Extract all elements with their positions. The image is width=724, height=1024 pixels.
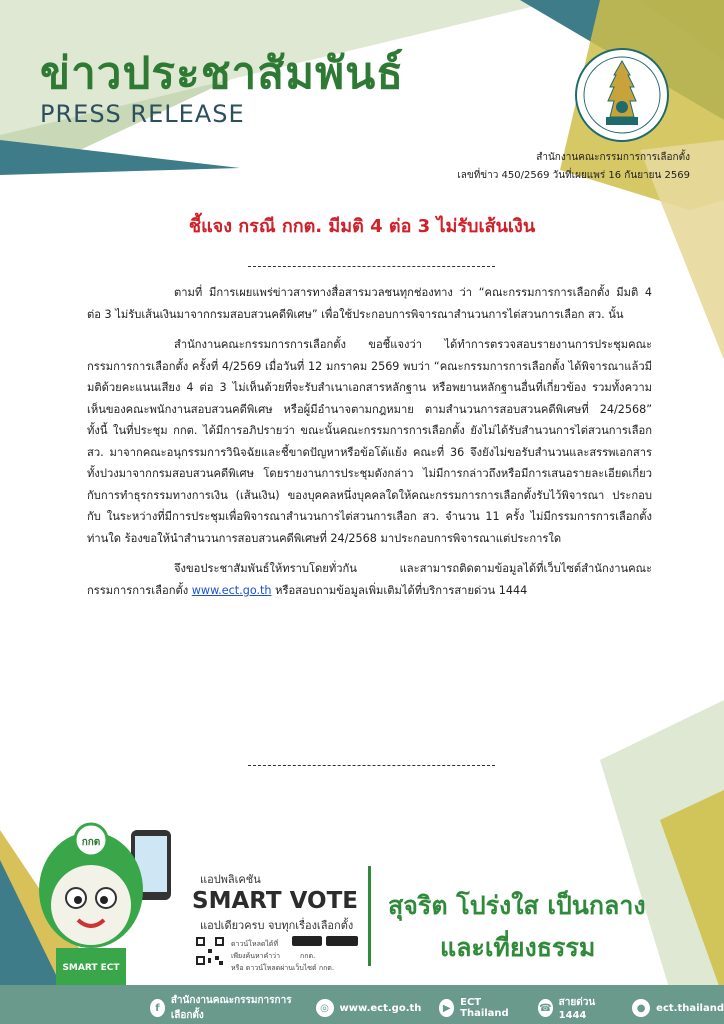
slogan-line-2: และเที่ยงธรรม xyxy=(440,933,596,962)
search-term: กกต. xyxy=(300,952,316,960)
smart-ect-mascot xyxy=(26,820,176,985)
line-icon: ● xyxy=(632,999,650,1017)
paragraph-3-text-end: หรือสอบถามข้อมูลเพิ่มเติมได้ที่บริการสายด่วน 1444 xyxy=(271,583,528,597)
globe-icon: ◎ xyxy=(316,999,334,1017)
mascot-label: SMART ECT xyxy=(62,963,120,973)
footer-contacts xyxy=(150,993,724,1023)
ect-website-link[interactable]: www.ect.go.th xyxy=(191,583,272,597)
qr-code-icon xyxy=(195,936,225,966)
press-title-english: PRESS RELEASE xyxy=(40,100,245,128)
paragraph-1: ตามที่ มีการเผยแพร่ข่าวสารทางสื่อสารมวลชนทุกช่องทาง ว่า “คณะกรรมการการเลือกตั้ง มีมติ 4 ต่อ 3 ไม่รับเส้นเงินมาจากกรมสอบสวนคดีพิเศษ” เพื่อใช้ประกอบการพิจารณาสำนวนการไต่สวนการเลือก สว. นั้น xyxy=(87,286,652,321)
hotline-label: สายด่วน 1444 xyxy=(558,997,596,1021)
footer-line[interactable] xyxy=(632,999,724,1017)
headline: ชี้แจง กรณี กกต. มีมติ 4 ต่อ 3 ไม่รับเส้นเงิน xyxy=(188,216,536,237)
ect-emblem-icon xyxy=(572,45,672,145)
footer-youtube[interactable] xyxy=(439,997,520,1019)
youtube-label: ECT Thailand xyxy=(460,997,509,1019)
phone-icon: ☎ xyxy=(538,999,553,1017)
website-label: www.ect.go.th xyxy=(339,1002,422,1014)
search-hint: เพียงค้นหาคำว่า xyxy=(231,952,281,960)
mascot-badge: กกต xyxy=(81,837,101,848)
google-play-badge[interactable] xyxy=(326,936,358,946)
app-name: SMART VOTE xyxy=(192,888,358,914)
footer-hotline[interactable] xyxy=(538,995,614,1021)
download-hint: ดาวน์โหลดได้ที่ xyxy=(231,940,279,948)
app-tagline: แอปเดียวครบ จบทุกเรื่องเลือกตั้ง xyxy=(200,919,354,932)
divider-bottom xyxy=(248,765,495,766)
slogan-divider xyxy=(368,866,371,966)
organization-name: สำนักงานคณะกรรมการการเลือกตั้ง xyxy=(536,152,690,163)
slogan-line-1: สุจริต โปร่งใส เป็นกลาง xyxy=(388,891,646,920)
web-download-hint: หรือ ดาวน์โหลดผ่านเว็บไซต์ กกต. xyxy=(231,964,335,972)
line-label: ect.thailand xyxy=(656,1002,724,1014)
facebook-label: สำนักงานคณะกรรมการการเลือกตั้ง xyxy=(170,995,292,1021)
paragraph-3 xyxy=(87,558,652,601)
app-store-badge[interactable] xyxy=(292,936,322,946)
facebook-icon: f xyxy=(150,999,165,1017)
press-title-thai: ข่าวประชาสัมพันธ์ xyxy=(40,48,405,99)
release-reference: เลขที่ข่าว 450/2569 วันที่เผยแพร่ 16 กันยายน 2569 xyxy=(457,170,690,181)
paragraph-2: สำนักงานคณะกรรมการการเลือกตั้ง ขอชี้แจงว่า ได้ทำการตรวจสอบรายงานการประชุมคณะกรรมการการเลือกตั้ง ครั้งที่ 4/2569 เมื่อวันที่ 12 มกราคม 2569 พบว่า “คณะกรรมการการเลือกตั้ง ได้พิจารณาแล้วมีมติด้วยคะแนนเสียง 4 ต่อ 3 ไม่เห็นด้วยที่จะรับสำเนาเอกสารหลักฐาน หรือพยานหลักฐานอื่นที่เกี่ยวข้อง รวมทั้งความเห็นของคณะพนักงานสอบสวนคดีพิเศษ หรือผู้มีอำนาจตามกฎหมาย ตามสำนวนการสอบสวนคดีพิเศษที่ 24/2568” ทั้งนี้ ในที่ประชุม กกต. ได้มีการอภิปรายว่า ขณะนั้นคณะกรรมการการเลือกตั้ง ยังไม่ได้รับสำนวนการไต่สวนการเลือก สว. มาจากคณะอนุกรรมการวินิจฉัยและชี้ขาดปัญหาหรือข้อโต้แย้ง คณะที่ 36 จึงยังไม่ขอรับสำนวนและสรรพเอกสารทั้งปวงมาจากกรมสอบสวนคดีพิเศษ โดยรายงานการประชุมดังกล่าว ไม่มีการกล่าวถึงหรือมีการเสนอรายละเอียดเกี่ยวกับการทำธุรกรรมทางการเงิน (เส้นเงิน) ของบุคคลหนึ่งบุคคลใดให้คณะกรรมการการเลือกตั้งรับไว้พิจารณา ประกอบกับ ในระหว่างที่มีการประชุมเพื่อพิจารณาสำนวนการไต่สวนการเลือก สว. จำนวน 11 ครั้ง ไม่มีกรรมการการเลือกตั้งท่านใด ร้องขอให้นำสำนวนการสอบสวนคดีพิเศษที่ 24/2568 มาประกอบการพิจารณาแต่ประการใด xyxy=(87,338,652,545)
app-label: แอปพลิเคชัน xyxy=(200,873,261,886)
footer-facebook[interactable] xyxy=(150,993,298,1023)
divider-top xyxy=(248,266,495,267)
article-body xyxy=(87,282,652,610)
footer-website[interactable] xyxy=(316,999,422,1017)
paragraph-3-text: จึงขอประชาสัมพันธ์ให้ทราบโดยทั่วกัน และสามารถติดตามข้อมูลได้ที่เว็บไซต์สำนักงานคณะกรรมการการเลือกตั้ง xyxy=(87,562,652,597)
youtube-icon: ▶ xyxy=(439,999,454,1017)
